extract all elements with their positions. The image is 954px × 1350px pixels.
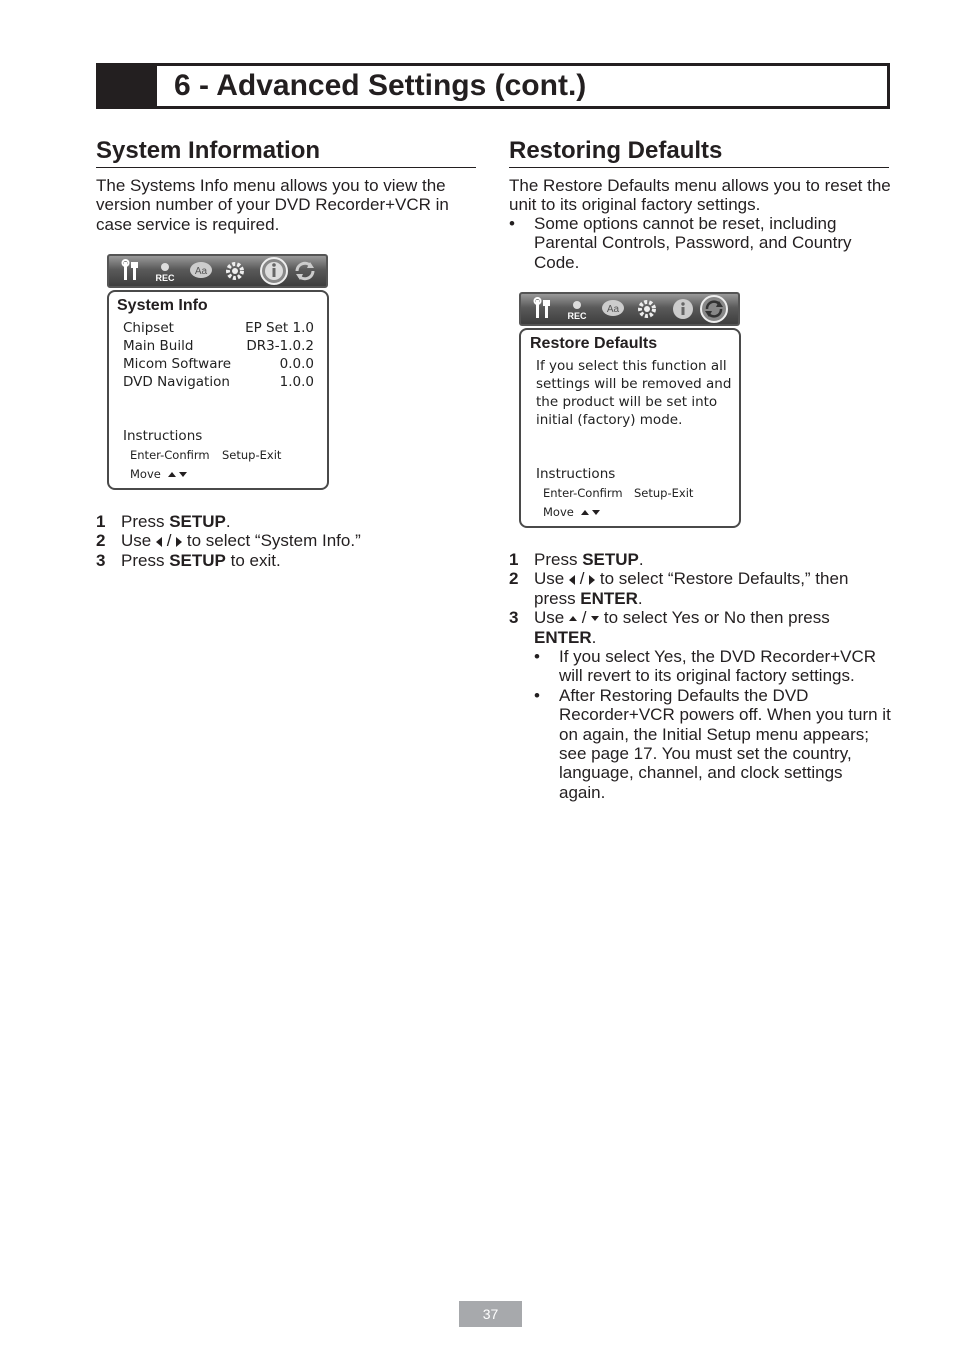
sub-bullet-yes: • If you select Yes, the DVD Recorder+VCR will revert to its original factory settings. [534,647,877,686]
restore-info-line-2: settings will be removed and [536,376,732,392]
row-value-chipset: EP Set 1.0 [245,320,314,336]
up-arrow-icon [569,616,577,621]
up-arrow-icon [168,472,176,477]
restore-icon [699,294,729,324]
svg-text:Aa: Aa [194,266,208,277]
restore-info-line-1: If you select this function all [536,358,727,374]
menu-title: System Info [117,297,208,314]
restore-note-bullet: • Some options cannot be reset, including Parental Controls, Password, and Country Code. [509,214,852,272]
row-value-dvd-navigation: 1.0.0 [279,374,314,390]
move-hint-label: Move [130,467,161,481]
setup-key-label: SETUP [582,550,639,569]
tools-icon [119,259,143,283]
move-hint [130,467,187,481]
step-2: 2 Use / to select “System Info.” [96,531,361,551]
system-information-heading: System Information [96,137,321,164]
setup-key-label: SETUP [169,512,226,531]
restore-defaults-intro: The Restore Defaults menu allows you to reset the unit to its original factory settings. [509,176,891,215]
row-label-main-build: Main Build [123,338,194,354]
system-info-intro: The Systems Info menu allows you to view the version number of your DVD Recorder+VCR in case service is required. [96,176,449,234]
move-hint [543,505,600,519]
system-info-steps [96,512,480,570]
step-1: 1 Press SETUP. [509,550,644,569]
enter-confirm-hint: Enter-Confirm [130,448,210,462]
section-rule [509,167,889,168]
down-arrow-icon [179,472,187,477]
restore-info-line-3: the product will be set into [536,394,718,410]
left-arrow-icon [156,537,162,547]
bullet-dot: • [509,214,515,233]
subtitle-aa-icon [189,259,213,283]
info-icon [259,256,289,286]
step-1: 1 Press SETUP. [96,512,231,531]
chapter-header [96,63,890,109]
svg-text:Aa: Aa [606,304,620,315]
tools-icon [531,297,555,321]
row-label-dvd-navigation: DVD Navigation [123,374,230,390]
setup-exit-hint: Setup-Exit [222,448,282,462]
rec-icon [565,297,589,321]
header-black-block [99,66,157,106]
step-3: 3 Press SETUP to exit. [96,550,281,570]
bullet-dot: • [534,647,540,667]
setup-menu-icon-bar [519,292,740,326]
bullet-dot: • [534,685,540,705]
restore-info-line-4: initial (factory) mode. [536,412,683,428]
instructions-label: Instructions [123,428,203,444]
step-2: 2 Use / to select “Restore Defaults,” then press ENTER. [509,569,849,608]
enter-key-label: ENTER [534,627,592,647]
info-icon [671,297,695,321]
section-rule [96,167,476,168]
system-info-menu-panel [107,290,329,490]
down-arrow-icon [592,510,600,515]
setup-exit-hint: Setup-Exit [634,486,694,500]
enter-confirm-hint: Enter-Confirm [543,486,623,500]
row-value-main-build: DR3-1.0.2 [246,338,314,354]
svg-text:REC: REC [155,273,175,283]
row-label-chipset: Chipset [123,320,174,336]
restore-defaults-menu-panel [519,328,741,528]
row-label-micom-software: Micom Software [123,356,232,372]
move-hint-label: Move [543,505,574,519]
rec-icon [153,259,177,283]
left-arrow-icon [569,575,575,585]
svg-text:REC: REC [567,311,587,321]
setup-menu-icon-bar [107,254,328,288]
restore-icon [293,259,317,283]
step-3: 3 Use / to select Yes or No then press ENTER. [509,608,830,647]
gear-icon [223,259,247,283]
row-value-micom-software: 0.0.0 [279,356,314,372]
sub-bullet-power-off: • After Restoring Defaults the DVD Recorder+VCR powers off. When you turn it on again, the Initial Setup menu appears; see page 17. You must set the country, language, channel, and clock settings again. [534,685,891,802]
gear-icon [635,297,659,321]
down-arrow-icon [591,616,599,621]
instructions-label: Instructions [536,466,616,482]
enter-key-label: ENTER [580,588,638,608]
page-title: 6 - Advanced Settings (cont.) [174,69,587,102]
subtitle-aa-icon [601,297,625,321]
menu-title: Restore Defaults [530,335,658,352]
step-3-sub-bullets [534,647,893,802]
setup-key-label: SETUP [169,550,226,570]
up-arrow-icon [581,510,589,515]
restore-defaults-steps [509,550,893,802]
page-number: 37 [459,1301,522,1327]
restoring-defaults-heading: Restoring Defaults [509,137,723,164]
